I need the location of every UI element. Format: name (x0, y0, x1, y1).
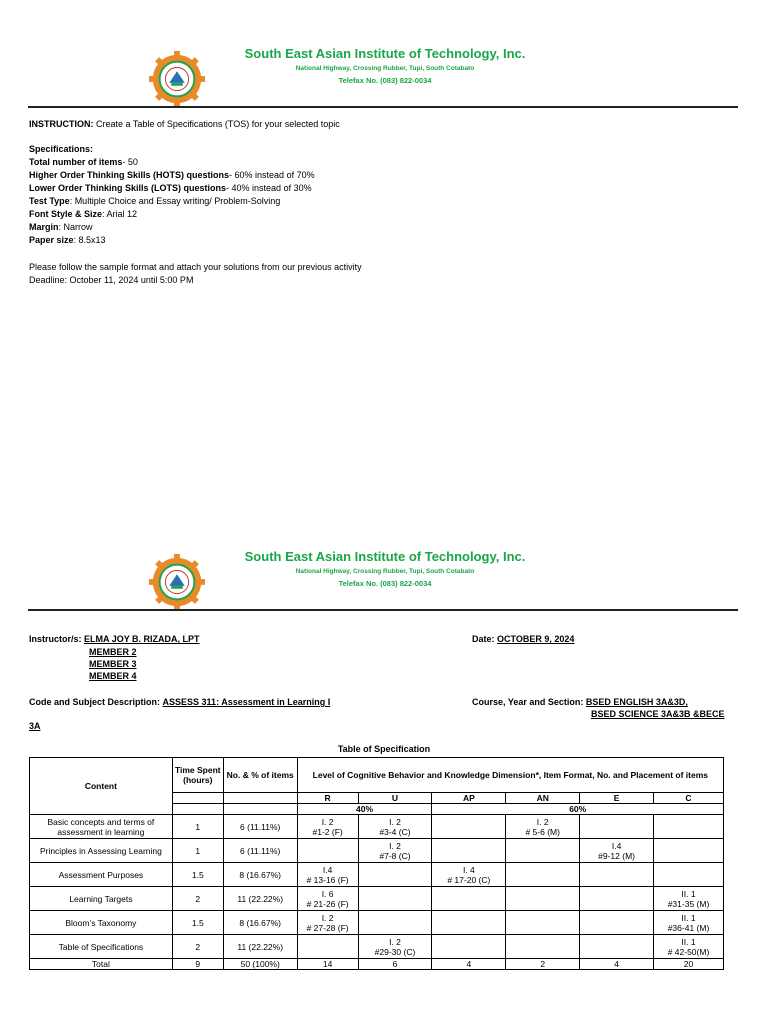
institution-address: National Highway, Crossing Rubber, Tupi, South Cotabato (295, 65, 475, 72)
table-cell: I. 2 # 5-6 (M) (506, 815, 580, 839)
instruction-text: Create a Table of Specifications (TOS) for your selected topic (93, 119, 340, 129)
table-row: Table of Specifications 2 11 (22.22%) I. 2 #29-30 (C) II. 1 # 42-50(M) (30, 935, 724, 959)
course-value-1: BSED ENGLISH 3A&3D, (585, 697, 688, 707)
table-cell (580, 887, 654, 911)
table-cell (506, 839, 580, 863)
table-cell (358, 863, 432, 887)
table-cell (358, 887, 432, 911)
specification-table (29, 757, 724, 970)
table-cell: II. 1 # 42-50(M) (654, 935, 724, 959)
table-row: Learning Targets 2 11 (22.22%) I. 6 # 21-26 (F) II. 1 #31-35 (M) (30, 887, 724, 911)
table-cell (297, 839, 358, 863)
table-cell: I.4 # 13-16 (F) (297, 863, 358, 887)
instruction-line (29, 118, 340, 131)
table-cell (297, 935, 358, 959)
spec-line: Margin: Narrow (29, 222, 93, 232)
table-cell (432, 911, 506, 935)
date-value: OCTOBER 9, 2024 (497, 634, 575, 644)
level-r: R (297, 793, 358, 804)
table-cell: II. 1 #36-41 (M) (654, 911, 724, 935)
header-divider (28, 106, 738, 108)
level-c: C (654, 793, 724, 804)
table-cell (580, 911, 654, 935)
table-cell: I. 2 #29-30 (C) (358, 935, 432, 959)
table-cell (654, 863, 724, 887)
table-cell: I. 2 #7-8 (C) (358, 839, 432, 863)
table-row: Basic concepts and terms of assessment in learning 1 6 (11.11%) I. 2 #1-2 (F) I. 2 #3-4 (C) I. 2 # 5-6 (M) (30, 815, 724, 839)
table-cell: I.4 #9-12 (M) (580, 839, 654, 863)
table-cell (506, 911, 580, 935)
spec-line: Paper size: 8.5x13 (29, 235, 106, 245)
table-cell (432, 839, 506, 863)
member-name: MEMBER 4 (89, 671, 137, 681)
table-cell (358, 911, 432, 935)
instructor-name: ELMA JOY B. RIZADA, LPT (84, 634, 200, 644)
level-an: AN (506, 793, 580, 804)
table-title: Table of Specification (337, 744, 431, 754)
table-cell (506, 863, 580, 887)
course-value-2: BSED SCIENCE 3A&3B &BECE (591, 709, 725, 719)
institution-address: National Highway, Crossing Rubber, Tupi, South Cotabato (295, 568, 475, 575)
table-cell: I. 2 #3-4 (C) (358, 815, 432, 839)
table-cell: I. 2 # 27-28 (F) (297, 911, 358, 935)
level-e: E (580, 793, 654, 804)
subject-code: ASSESS 311: Assessment in Learning I (162, 697, 331, 707)
institution-name: South East Asian Institute of Technology, Inc. (244, 46, 526, 61)
level-u: U (358, 793, 432, 804)
level-ap: AP (432, 793, 506, 804)
table-cell: I. 4 # 17-20 (C) (432, 863, 506, 887)
spec-line: Total number of items- 50 (29, 157, 138, 167)
specs-heading: Specifications: (29, 144, 94, 154)
course-value-3: 3A (29, 721, 41, 731)
header-level: Level of Cognitive Behavior and Knowledge Dimension*, Item Format, No. and Placement of items (297, 758, 723, 793)
table-cell (580, 935, 654, 959)
table-cell (580, 863, 654, 887)
spec-line: Higher Order Thinking Skills (HOTS) questions- 60% instead of 70% (29, 170, 315, 180)
table-cell (432, 935, 506, 959)
table-cell (506, 935, 580, 959)
header-content: Content (30, 758, 173, 815)
table-cell (506, 887, 580, 911)
instructor-line: Instructor/s: ELMA JOY B. RIZADA, LPT (29, 634, 200, 644)
instruction-label: INSTRUCTION: (29, 119, 94, 129)
table-row: Assessment Purposes 1.5 8 (16.67%) I.4 # 13-16 (F) I. 4 # 17-20 (C) (30, 863, 724, 887)
header-items: No. & % of items (223, 758, 297, 793)
institution-telefax: Telefax No. (083) 822-0034 (338, 579, 432, 588)
spec-line: Font Style & Size: Arial 12 (29, 209, 138, 219)
member-name: MEMBER 2 (89, 647, 137, 657)
follow-instruction: Please follow the sample format and attach your solutions from our previous activity (29, 262, 362, 272)
table-cell (432, 815, 506, 839)
table-row: Bloom’s Taxonomy 1.5 8 (16.67%) I. 2 # 27-28 (F) II. 1 #36-41 (M) (30, 911, 724, 935)
table-cell (432, 887, 506, 911)
institution-seal-icon (148, 50, 206, 108)
lots-percent: 40% (297, 804, 432, 815)
table-cell (654, 839, 724, 863)
table-cell: I. 2 #1-2 (F) (297, 815, 358, 839)
date-line: Date: OCTOBER 9, 2024 (472, 634, 575, 644)
table-cell: I. 6 # 21-26 (F) (297, 887, 358, 911)
table-row: Principles in Assessing Learning 1 6 (11.11%) I. 2 #7-8 (C) I.4 #9-12 (M) (30, 839, 724, 863)
table-cell: II. 1 #31-35 (M) (654, 887, 724, 911)
header-divider (28, 609, 738, 611)
table-cell (580, 815, 654, 839)
hots-percent: 60% (432, 804, 724, 815)
total-row: Total 9 50 (100%) 14 6 4 2 4 20 (30, 959, 724, 970)
course-line: Course, Year and Section: BSED ENGLISH 3A&3D, (472, 697, 688, 707)
institution-name: South East Asian Institute of Technology, Inc. (244, 549, 526, 564)
institution-seal-icon (148, 553, 206, 611)
institution-telefax: Telefax No. (083) 822-0034 (338, 76, 432, 85)
deadline: Deadline: October 11, 2024 until 5:00 PM (29, 275, 194, 285)
spec-line: Test Type: Multiple Choice and Essay writing/ Problem-Solving (29, 196, 281, 206)
subject-line: Code and Subject Description: ASSESS 311: Assessment in Learning I (29, 697, 331, 707)
member-name: MEMBER 3 (89, 659, 137, 669)
table-cell (654, 815, 724, 839)
header-time: Time Spent (hours) (172, 758, 223, 793)
spec-line: Lower Order Thinking Skills (LOTS) questions- 40% instead of 30% (29, 183, 312, 193)
letterhead-second (0, 541, 768, 641)
